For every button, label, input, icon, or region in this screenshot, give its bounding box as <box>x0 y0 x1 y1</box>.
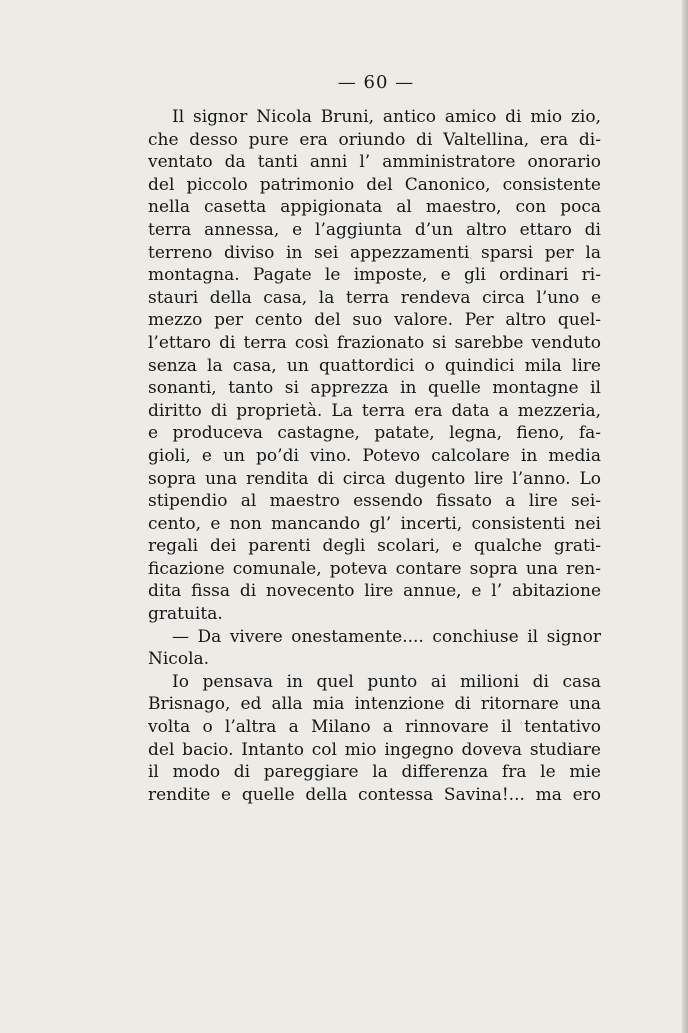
text-line: mezzo per cento del suo valore. Per altro quel- <box>148 310 601 331</box>
text-line: regali dei parenti degli scolari, e qualche grati- <box>148 536 601 557</box>
text-line: gratuita. <box>148 604 223 625</box>
text-line: nella casetta appigionata al maestro, con poca <box>148 197 601 218</box>
text-line: terra annessa, e l’aggiunta d’un altro ettaro di <box>148 219 601 240</box>
text-line: terreno diviso in sei appezzamenti sparsi per la <box>148 242 601 263</box>
text-line: gioli, e un po’di vino. Potevo calcolare in media <box>148 445 601 466</box>
text-line: Brisnago, ed alla mia intenzione di ritornare una <box>148 694 601 715</box>
text-line: cento, e non mancando gl’ incerti, consistenti nei <box>148 513 601 534</box>
page-number: — 60 — <box>337 72 415 93</box>
text-line: del piccolo patrimonio del Canonico, consistente <box>148 174 601 195</box>
text-line: e produceva castagne, patate, legna, fieno, fa- <box>148 423 601 444</box>
text-line: dita fissa di novecento lire annue, e l’ abitazione <box>148 581 601 602</box>
text-line: diritto di proprietà. La terra era data a mezzeria, <box>148 400 601 421</box>
page-edge-shadow <box>682 0 688 1033</box>
text-line: Nicola. <box>148 649 210 670</box>
text-line: il modo di pareggiare la differenza fra le mie <box>148 762 601 783</box>
text-line: del bacio. Intanto col mio ingegno doveva studiare <box>148 739 601 760</box>
text-line: Io pensava in quel punto ai milioni di casa <box>172 671 601 692</box>
text-line: sopra una rendita di circa dugento lire l’anno. Lo <box>148 468 601 489</box>
text-line: l’ettaro di terra così frazionato si sarebbe venduto <box>148 332 601 353</box>
text-line: stipendio al maestro essendo fissato a lire sei- <box>148 491 601 512</box>
text-line: volta o l’altra a Milano a rinnovare il tentativo <box>148 717 601 738</box>
text-line: ficazione comunale, poteva contare sopra una ren- <box>148 558 601 579</box>
text-line: — Da vivere onestamente.... conchiuse il signor <box>172 626 601 647</box>
text-line: montagna. Pagate le imposte, e gli ordinari ri- <box>148 265 601 286</box>
body-text <box>148 106 601 806</box>
text-line: stauri della casa, la terra rendeva circa l’uno e <box>148 287 601 308</box>
text-line: Il signor Nicola Bruni, antico amico di mio zio, <box>172 107 601 127</box>
text-line: che desso pure era oriundo di Valtellina, era di- <box>148 129 601 150</box>
text-line: senza la casa, un quattordici o quindici mila lire <box>148 355 601 376</box>
text-line: rendite e quelle della contessa Savina!... ma ero <box>148 784 601 805</box>
text-line: sonanti, tanto si apprezza in quelle montagne il <box>148 378 601 399</box>
text-line: ventato da tanti anni l’ amministratore onorario <box>148 152 601 173</box>
